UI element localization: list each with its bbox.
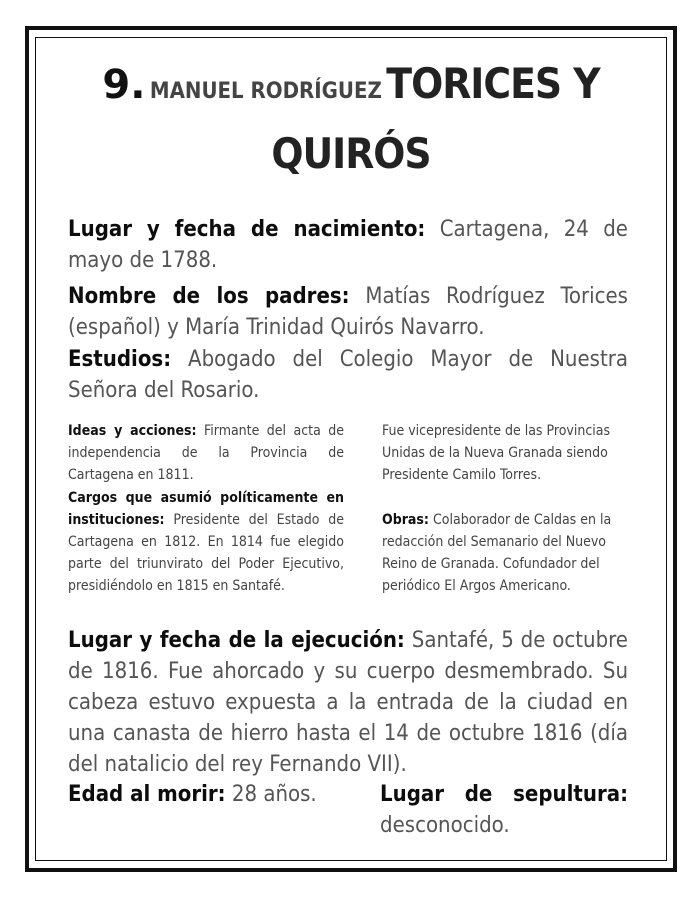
title-first-names: MANUEL RODRÍGUEZ <box>149 79 382 104</box>
age-section <box>68 779 368 810</box>
execution-section <box>68 625 628 780</box>
burial-section <box>380 779 628 841</box>
vice-section <box>382 420 634 486</box>
title-number: 9. <box>102 62 146 108</box>
birth-section <box>68 214 628 276</box>
vice-value: Fue vicepresidente de las Provincias Unidas de la Nueva Granada siendo Presidente Camilo Torres. <box>382 423 611 483</box>
age-value: 28 años. <box>231 782 317 807</box>
ideas-section <box>68 420 344 486</box>
studies-label: Estudios: <box>68 347 172 372</box>
birth-value: Cartagena, 24 de mayo de 1788. <box>68 217 628 273</box>
burial-label: Lugar de sepultura: <box>380 782 628 807</box>
birth-label: Lugar y fecha de nacimiento: <box>68 217 426 242</box>
positions-label: Cargos que asumió políticamente en instituciones: <box>68 490 344 528</box>
execution-label: Lugar y fecha de la ejecución: <box>68 628 405 653</box>
works-section <box>382 509 634 597</box>
age-label: Edad al morir: <box>68 782 226 807</box>
title-surname-1: TORICES Y <box>386 59 600 108</box>
positions-value: Presidente del Estado de Cartagena en 1812. En 1814 fue elegido parte del triunvirato del Poder Ejecutivo, presidiéndolo en 1815 en Santafé. <box>68 512 345 594</box>
parents-value: Matías Rodríguez Torices (español) y María Trinidad Quirós Navarro. <box>68 284 628 340</box>
parents-section <box>68 281 628 343</box>
ideas-label: Ideas y acciones: <box>68 423 197 439</box>
title-surname-2: QUIRÓS <box>271 129 431 178</box>
parents-label: Nombre de los padres: <box>68 284 350 309</box>
works-label: Obras: <box>382 512 429 528</box>
ideas-value: Firmante del acta de independencia de la Provincia de Cartagena en 1811. <box>68 423 344 483</box>
execution-value: Santafé, 5 de octubre de 1816. Fue ahorcado y su cuerpo desmembrado. Su cabeza estuvo expuesta a la entrada de la ciudad en una canasta de hierro hasta el 14 de octubre 1816 (día del natalicio del rey Fernando VII). <box>68 628 628 777</box>
works-value: Colaborador de Caldas en la redacción del Semanario del Nuevo Reino de Granada. Cofundador del periódico El Argos Americano. <box>382 512 612 594</box>
studies-value: Abogado del Colegio Mayor de Nuestra Señora del Rosario. <box>68 347 628 403</box>
page-title <box>40 54 662 194</box>
burial-value: desconocido. <box>380 813 510 838</box>
positions-section <box>68 487 344 597</box>
studies-section <box>68 344 628 406</box>
